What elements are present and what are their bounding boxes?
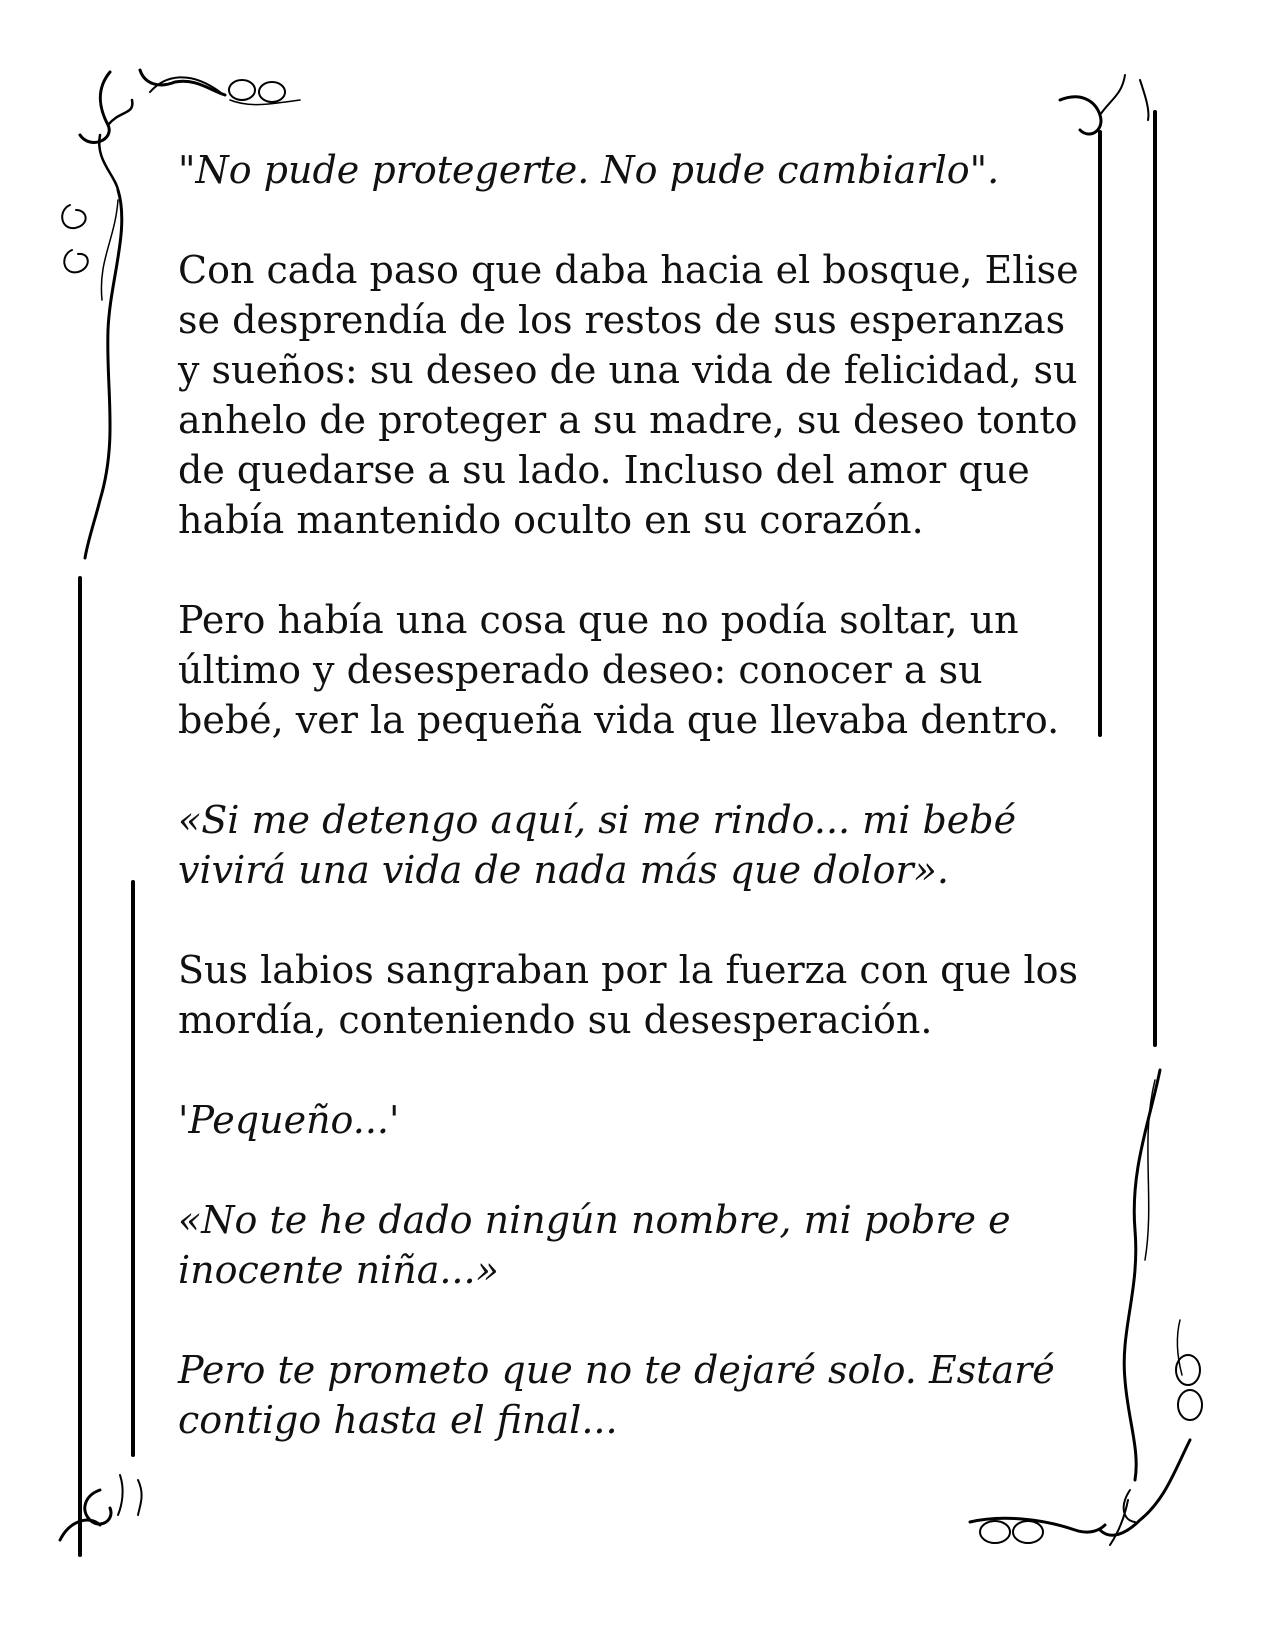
paragraph-7: «No te he dado ningún nombre, mi pobre e inocente niña...»: [178, 1198, 1011, 1292]
paragraph-5: Sus labios sangraban por la fuerza con que los mordía, conteniendo su desesperación.: [178, 948, 1079, 1042]
story-text: [178, 145, 1098, 1495]
paragraph-3: Pero había una cosa que no podía soltar, un último y desesperado deseo: conocer a su bebé, ver la pequeña vida que llevaba dentro.: [178, 598, 1060, 742]
paragraph-8: Pero te prometo que no te dejaré solo. Estaré contigo hasta el final...: [178, 1348, 1055, 1442]
paragraph-4: «Si me detengo aquí, si me rindo... mi bebé vivirá una vida de nada más que dolor».: [178, 798, 1017, 892]
paragraph-1: "No pude protegerte. No pude cambiarlo".: [178, 148, 1000, 192]
paragraph-6: 'Pequeño...': [178, 1098, 400, 1142]
bottom-left-flourish-icon: [60, 1475, 142, 1540]
paragraph-2: Con cada paso que daba hacia el bosque, Elise se desprendía de los restos de sus esperanzas y sueños: su deseo de una vida de felicidad, su anhelo de proteger a su madre, su deseo tonto de quedarse a su lado. Incluso del amor que había mantenido oculto en su corazón.: [178, 248, 1079, 542]
